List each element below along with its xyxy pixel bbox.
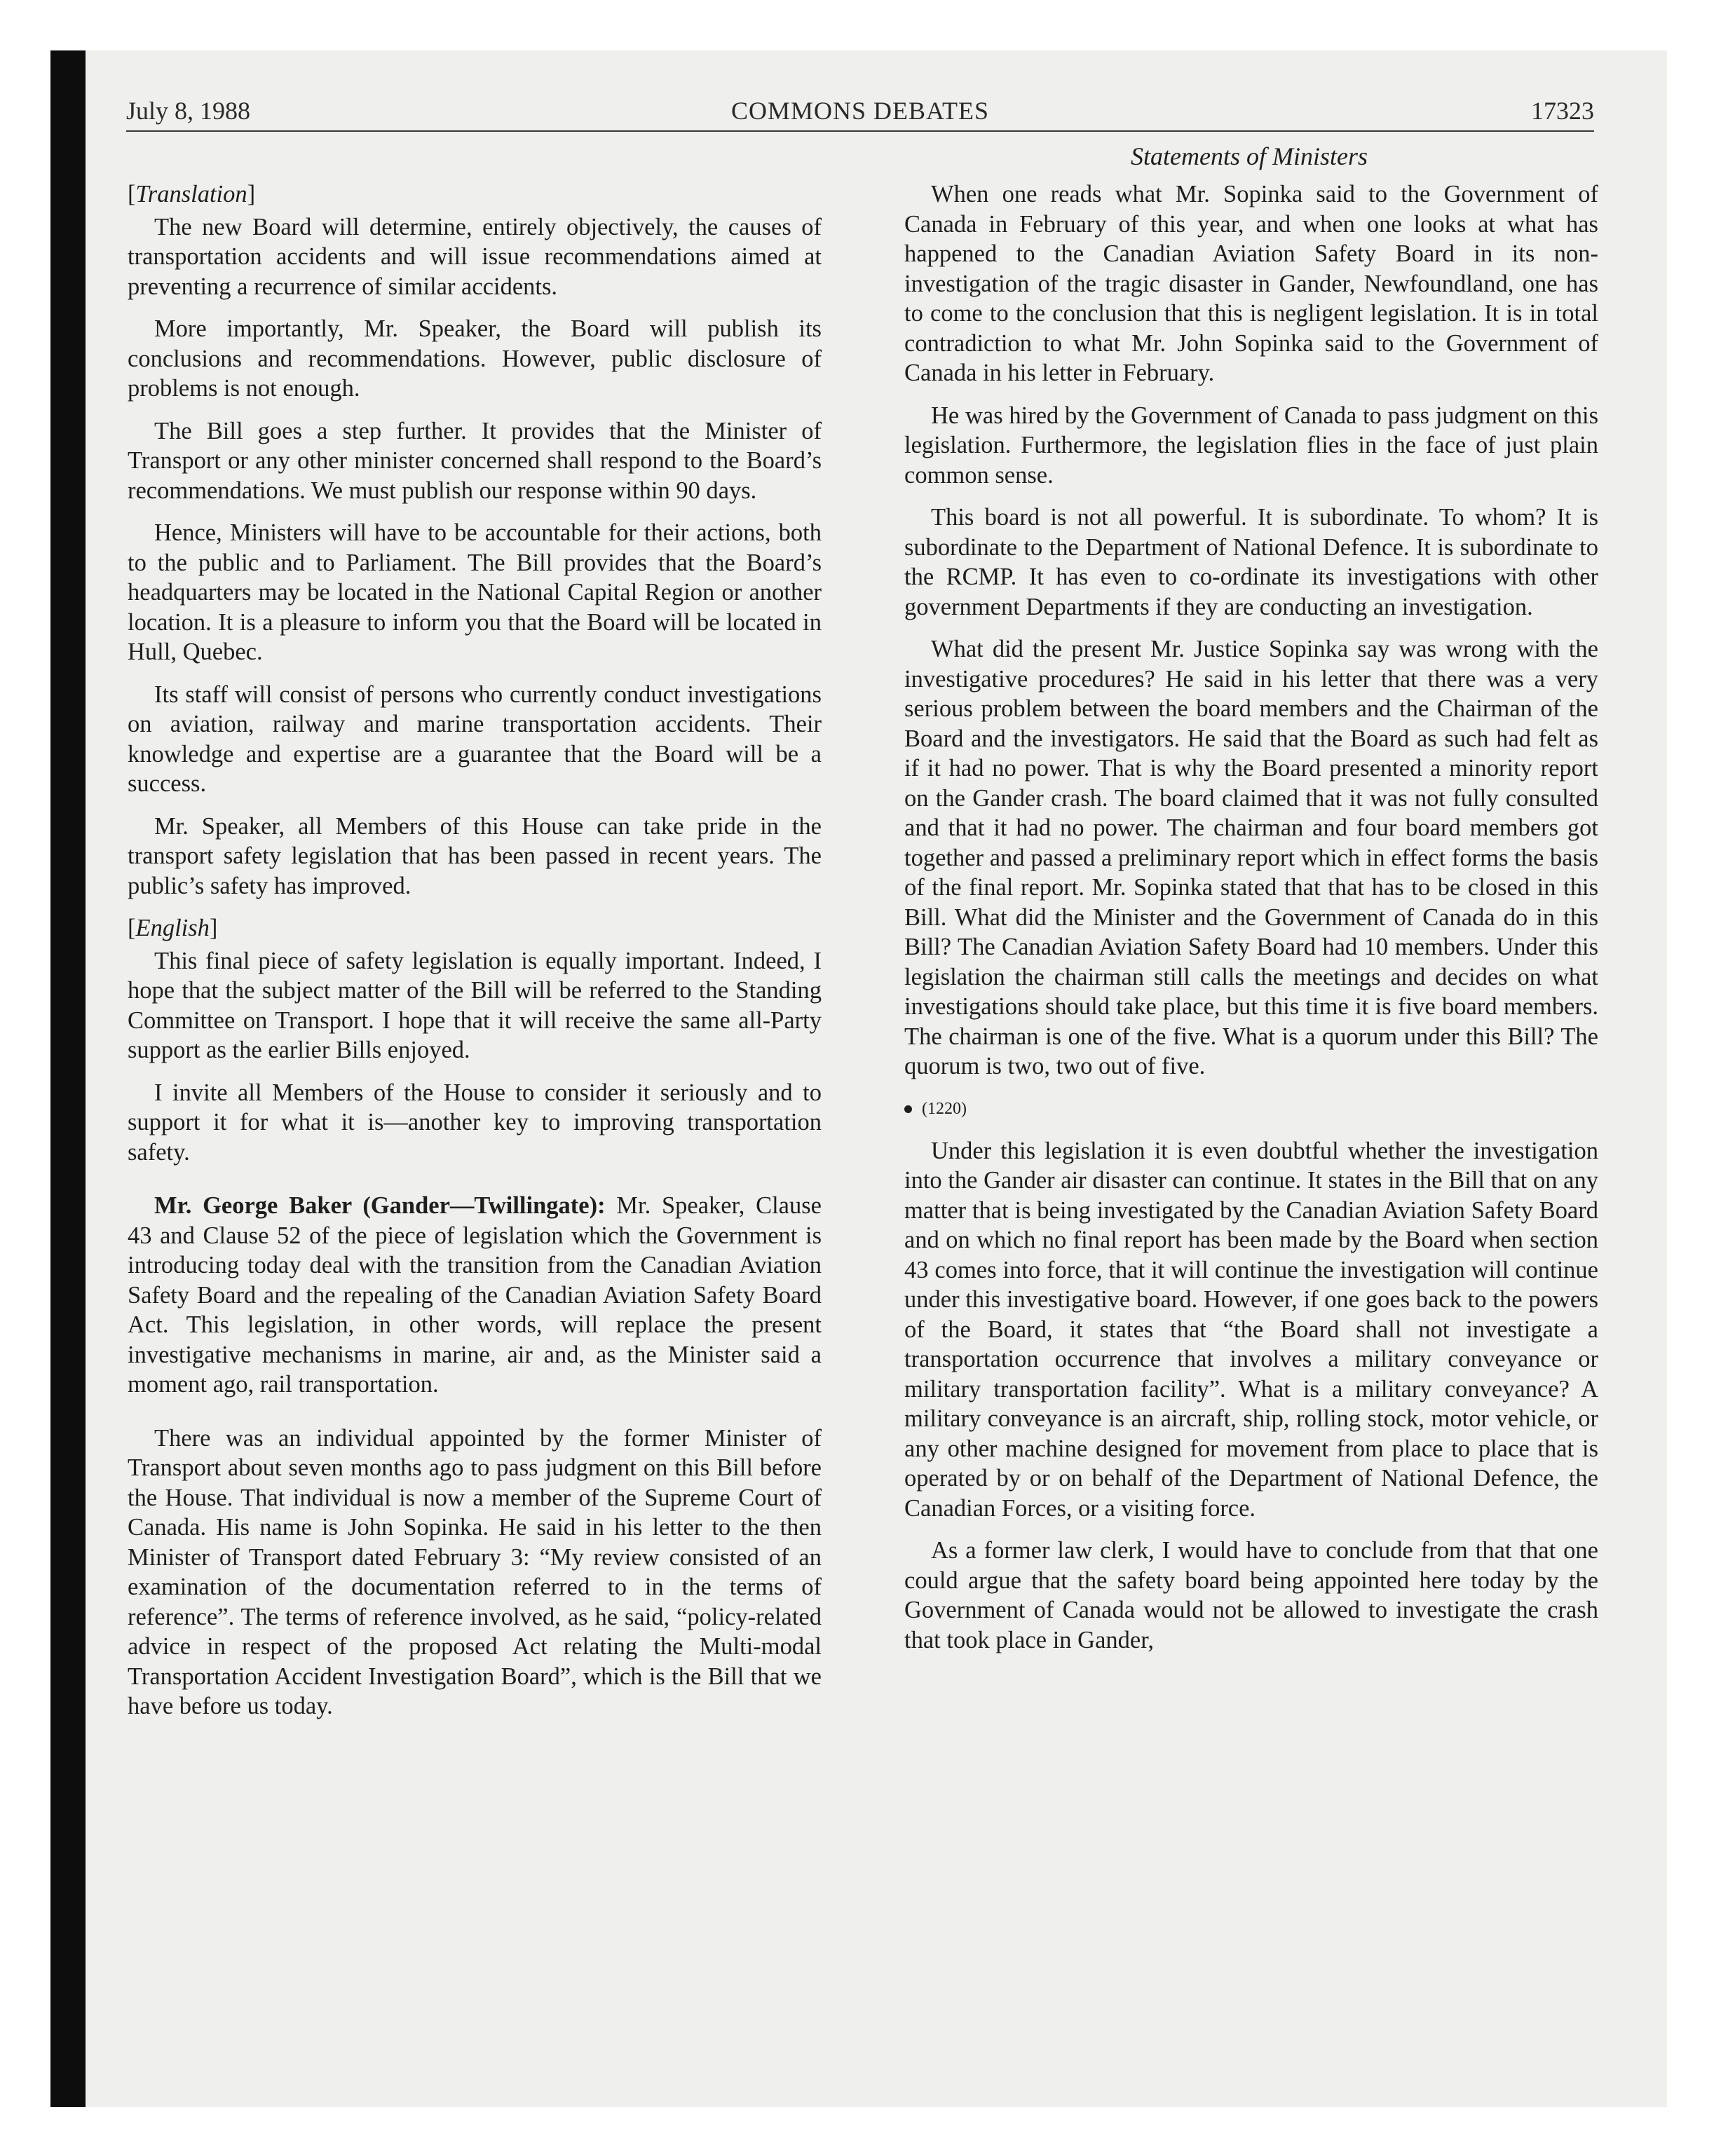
speech-text: Mr. Speaker, Clause 43 and Clause 52 of the piece of legislation which the Government is introducing today deal with the transition from the Canadian Aviation Safety Board and the repealing of the Canadian Aviation Safety Board Act. This legislation, in other words, will replace the present investigative mechanisms in marine, air and, as the Minister said a moment ago, rail transportation. [128,1192,822,1398]
header-date: July 8, 1988 [126,97,251,125]
paragraph: As a former law clerk, I would have to conclude from that that one could argue that the safety board being appointed here today by the Government of Canada would not be allowed to investigate the crash that took place in Gander, [904,1537,1598,1653]
paragraph: What did the present Mr. Justice Sopinka say was wrong with the investigative procedures? He said in his letter that there was a very serious problem between the board members and the Chairman of the Board and the investigators. He said that the Board as such had felt as if it had no power. That is why the Board presented a minority report on the Gander crash. The board claimed that it was not fully consulted and that it had no power. The chairman and four board members got together and passed a preliminary report which in effect forms the basis of the final report. Mr. Sopinka stated that that has to be closed in this Bill. What did the Minister and the Government of Canada do in this Bill? The Canadian Aviation Safety Board had 10 members. Under this legislation the chairman still calls the meetings and decides on what investigations should take place, but this time it is five board members. The chairman is one of the five. What is a quorum under this Bill? The quorum is two, two out of five. [904,636,1598,1079]
scan-edge-shadow [50,50,86,2107]
paragraph: The Bill goes a step further. It provides that the Minister of Transport or any other minister concerned shall respond to the Board’s recommendations. We must publish our response within 90 days. [128,417,822,504]
paragraph: This board is not all powerful. It is subordinate. To whom? It is subordinate to the Department of National Defence. It is subordinate to the RCMP. It has even to co-ordinate its investigations with other government Departments if they are conducting an investigation. [904,504,1598,620]
bullet-icon [904,1105,912,1113]
time-marker-text: (1220) [922,1099,967,1118]
header-page-number: 17323 [1531,97,1594,125]
header-publication: COMMONS DEBATES [730,97,990,125]
time-marker [904,1094,1598,1124]
language-tag-english: [English] [128,915,218,941]
section-title: Statements of Ministers [1131,142,1368,170]
header-rule [126,130,1594,132]
paragraph: There was an individual appointed by the former Minister of Transport about seven months ago to pass judgment on this Bill before the House. That individual is now a member of the Supreme Court of Canada. His name is John Sopinka. He said in his letter to the then Minister of Transport dated February 3: “My review consisted of an examination of the documentation referred to in the terms of reference”. The terms of reference involved, as he said, “policy-related advice in respect of the proposed Act relating the Multi-modal Transportation Accident Investigation Board”, which is the Bill that we have before us today. [128,1424,822,1719]
paragraph: The new Board will determine, entirely objectively, the causes of transportation accidents and will issue recommendations aimed at preventing a recurrence of similar accidents. [128,213,822,300]
paragraph: Its staff will consist of persons who currently conduct investigations on aviation, railway and marine transportation accidents. Their knowledge and expertise are a guarantee that the Board will be a success. [128,681,822,797]
left-column [128,179,822,1734]
paragraph: I invite all Members of the House to consider it seriously and to support it for what it is—another key to improving transportation safety. [128,1079,822,1166]
right-column [904,179,1598,1667]
page-header [126,97,1594,125]
paragraph: He was hired by the Government of Canada to pass judgment on this legislation. Furthermore, the legislation flies in the face of just plain common sense. [904,402,1598,489]
paragraph: Hence, Ministers will have to be accountable for their actions, both to the public and to Parliament. The Bill provides that the Board’s headquarters may be located in the National Capital Region or another location. It is a pleasure to inform you that the Board will be located in Hull, Quebec. [128,519,822,665]
paragraph: Mr. Speaker, all Members of this House can take pride in the transport safety legislation that has been passed in recent years. The public’s safety has improved. [128,812,822,899]
paragraph: When one reads what Mr. Sopinka said to the Government of Canada in February of this year, and when one looks at what has happened to the Canadian Aviation Safety Board in its non-investigation of the tragic disaster in Gander, Newfoundland, one has to come to the conclusion that this is negligent legislation. It is in total contradiction to what Mr. John Sopinka said to the Government of Canada in his letter in February. [904,181,1598,386]
speaker-name: Mr. George Baker (Gander—Twillingate): [154,1192,606,1219]
paragraph: More importantly, Mr. Speaker, the Board will publish its conclusions and recommendations. However, public disclosure of problems is not enough. [128,315,822,402]
paragraph: Under this legislation it is even doubtful whether the investigation into the Gander air disaster can continue. It states in the Bill that on any matter that is being investigated by the Canadian Aviation Safety Board and on which no final report has been made by the Board when section 43 comes into force, that it will continue the investigation will continue under this investigative board. However, if one goes back to the powers of the Board, it states that “the Board shall not investigate a transportation occurrence that involves a military conveyance or military transportation facility”. What is a military conveyance? A military conveyance is an aircraft, ship, rolling stock, motor vehicle, or any other machine designed for movement from place to place that is operated by or on behalf of the Department of National Defence, the Canadian Forces, or a visiting force. [904,1137,1598,1522]
language-tag-translation: [Translation] [128,181,256,207]
paragraph: This final piece of safety legislation is equally important. Indeed, I hope that the subject matter of the Bill will be referred to the Standing Committee on Transport. I hope that it will receive the same all-Party support as the earlier Bills enjoyed. [128,947,822,1063]
speech-paragraph [128,1191,822,1400]
